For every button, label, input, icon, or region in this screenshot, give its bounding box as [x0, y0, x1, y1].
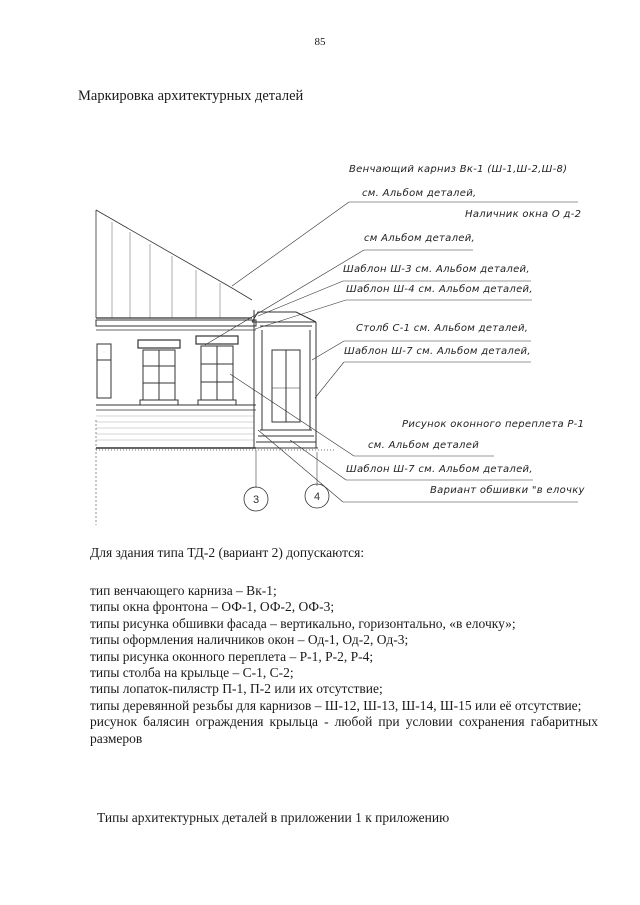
- axis-marker-4-label: 4: [313, 491, 321, 503]
- rules-list: [90, 583, 598, 747]
- rule-item: типы окна фронтона – ОФ-1, ОФ-2, ОФ-3;: [90, 599, 335, 615]
- callout-template-sh4: Шаблон Ш-4 см. Альбом деталей,: [346, 284, 533, 295]
- rule-item: типы лопаток-пилястр П-1, П-2 или их отсутствие;: [90, 681, 383, 697]
- axis-marker-4: [305, 484, 329, 508]
- rule-item: типы рисунка оконного переплета – Р-1, Р-2, Р-4;: [90, 648, 374, 664]
- page-number: 85: [314, 36, 326, 48]
- window-right: [196, 336, 238, 405]
- callout-cladding-variant: Вариант обшивки "в елочку: [430, 485, 585, 496]
- callout-template-sh7-lower: Шаблон Ш-7 см. Альбом деталей,: [346, 464, 533, 475]
- callout-window-trim-ref: см Альбом деталей,: [364, 233, 475, 244]
- axis-marker-3-label: 3: [252, 494, 260, 506]
- window-center: [138, 340, 180, 405]
- callout-cornice: Венчающий карниз Вк-1 (Ш-1,Ш-2,Ш-8): [349, 164, 568, 175]
- intro-text: Для здания типа ТД-2 (вариант 2) допускаются:: [90, 545, 365, 560]
- callout-template-sh7-upper: Шаблон Ш-7 см. Альбом деталей,: [344, 346, 531, 357]
- main-wall: [96, 310, 256, 448]
- callout-window-sash-ref: см. Альбом деталей: [368, 440, 479, 451]
- callout-post-s1: Столб С-1 см. Альбом деталей,: [356, 323, 529, 334]
- window-left-edge: [97, 344, 111, 398]
- page-heading: Маркировка архитектурных деталей: [78, 88, 304, 104]
- axis-marker-3: [244, 487, 268, 511]
- callout-template-sh3: Шаблон Ш-3 см. Альбом деталей,: [343, 264, 530, 275]
- rule-item: типы оформления наличников окон – Од-1, Од-2, Од-3;: [90, 632, 409, 648]
- rule-item: рисунок балясин ограждения крыльца - любой при условии сохранения габаритных размеров: [90, 714, 598, 746]
- rule-item: типы рисунка обшивки фасада – вертикально, горизонтально, «в елочку»;: [90, 615, 516, 631]
- porch: [252, 312, 318, 448]
- rule-item: типы столба на крыльце – С-1, С-2;: [90, 665, 294, 681]
- rule-item: типы деревянной резьбы для карнизов – Ш-12, Ш-13, Ш-14, Ш-15 или её отсутствие;: [90, 697, 582, 713]
- callout-cornice-ref: см. Альбом деталей,: [362, 188, 477, 199]
- callout-window-trim: Наличник окна О д-2: [465, 209, 582, 220]
- footer-note: Типы архитектурных деталей в приложении 1 к приложению: [97, 810, 450, 825]
- callout-window-sash: Рисунок оконного переплета Р-1: [402, 419, 585, 430]
- rule-item: тип венчающего карниза – Вк-1;: [90, 583, 277, 598]
- roof-gable: [96, 210, 252, 318]
